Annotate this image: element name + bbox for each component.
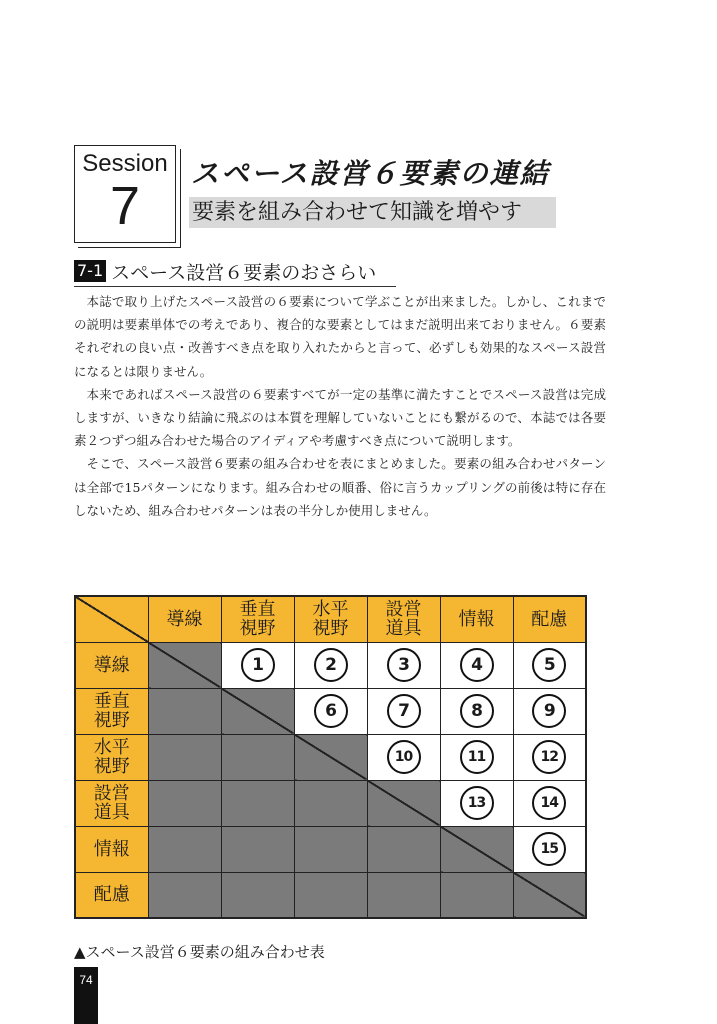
circled-number: 10 xyxy=(387,740,421,774)
column-header: 配慮 xyxy=(513,596,586,642)
empty-cell xyxy=(148,872,221,918)
row-header: 垂直 視野 xyxy=(75,688,148,734)
combination-table xyxy=(74,595,587,919)
circled-number: 9 xyxy=(532,694,566,728)
empty-cell xyxy=(148,780,221,826)
paragraph-2: 本来であればスペース設営の６要素すべてが一定の基準に満たすことでスペース設営は完成しますが、いきなり結論に飛ぶのは本質を理解していないことにも繋がるので、本誌では各要素２つずつ組み合わせた場合のアイディアや考慮すべき点について説明します。 xyxy=(74,386,606,449)
combination-cell xyxy=(513,780,586,826)
table-row xyxy=(75,826,586,872)
empty-cell xyxy=(221,734,294,780)
combination-cell xyxy=(440,780,513,826)
empty-cell xyxy=(221,780,294,826)
column-header: 設営 道具 xyxy=(367,596,440,642)
session-label: Session xyxy=(82,150,168,177)
circled-number: 4 xyxy=(460,648,494,682)
combination-cell xyxy=(440,642,513,688)
combination-cell xyxy=(513,642,586,688)
column-header: 水平 視野 xyxy=(294,596,367,642)
circled-number: 1 xyxy=(241,648,275,682)
diagonal-cell xyxy=(367,780,440,826)
diagonal-cell xyxy=(294,734,367,780)
empty-cell xyxy=(148,688,221,734)
empty-cell xyxy=(221,872,294,918)
session-number: 7 xyxy=(109,176,141,236)
empty-cell xyxy=(367,872,440,918)
row-header: 配慮 xyxy=(75,872,148,918)
circled-number: 15 xyxy=(532,832,566,866)
circled-number: 11 xyxy=(460,740,494,774)
paragraph-3: そこで、スペース設営６要素の組み合わせを表にまとめました。要素の組み合わせパターンは全部で15パターンになります。組み合わせの順番、俗に言うカップリングの前後は特に存在しないため、組み合わせパターンは表の半分しか使用しません。 xyxy=(74,456,606,518)
row-header: 導線 xyxy=(75,642,148,688)
empty-cell xyxy=(148,826,221,872)
column-header: 導線 xyxy=(148,596,221,642)
circled-number: 14 xyxy=(532,786,566,820)
corner-cell xyxy=(75,596,148,642)
empty-cell xyxy=(221,826,294,872)
circled-number: 7 xyxy=(387,694,421,728)
empty-cell xyxy=(294,872,367,918)
column-header: 垂直 視野 xyxy=(221,596,294,642)
table-row xyxy=(75,688,586,734)
empty-cell xyxy=(148,734,221,780)
section-title: スペース設営６要素のおさらい xyxy=(111,262,377,284)
combination-cell xyxy=(221,642,294,688)
diagonal-cell xyxy=(440,826,513,872)
combination-cell xyxy=(294,688,367,734)
chapter-title: スペース設営６要素の連結 xyxy=(191,157,550,190)
circled-number: 8 xyxy=(460,694,494,728)
combination-cell xyxy=(513,688,586,734)
circled-number: 5 xyxy=(532,648,566,682)
combination-cell xyxy=(367,734,440,780)
combination-cell xyxy=(440,734,513,780)
table-row xyxy=(75,734,586,780)
session-badge xyxy=(74,145,176,243)
circled-number: 2 xyxy=(314,648,348,682)
combination-cell xyxy=(367,642,440,688)
diagonal-cell xyxy=(513,872,586,918)
table-caption: ▲スペース設営６要素の組み合わせ表 xyxy=(74,943,325,961)
circled-number: 6 xyxy=(314,694,348,728)
chapter-subtitle: 要素を組み合わせて知識を増やす xyxy=(189,197,556,228)
combination-cell xyxy=(513,826,586,872)
row-header: 設営 道具 xyxy=(75,780,148,826)
combination-cell xyxy=(294,642,367,688)
empty-cell xyxy=(440,872,513,918)
page-number: 74 xyxy=(74,967,98,1024)
table-row xyxy=(75,872,586,918)
table-row xyxy=(75,780,586,826)
empty-cell xyxy=(294,780,367,826)
row-header: 水平 視野 xyxy=(75,734,148,780)
circled-number: 3 xyxy=(387,648,421,682)
circled-number: 12 xyxy=(532,740,566,774)
diagonal-cell xyxy=(148,642,221,688)
empty-cell xyxy=(367,826,440,872)
combination-cell xyxy=(513,734,586,780)
combination-cell xyxy=(367,688,440,734)
empty-cell xyxy=(294,826,367,872)
circled-number: 13 xyxy=(460,786,494,820)
column-header: 情報 xyxy=(440,596,513,642)
row-header: 情報 xyxy=(75,826,148,872)
section-heading xyxy=(74,258,396,287)
section-number: 7-1 xyxy=(74,260,106,282)
body-text xyxy=(74,290,606,522)
diagonal-cell xyxy=(221,688,294,734)
table-row xyxy=(75,642,586,688)
paragraph-1: 本誌で取り上げたスペース設営の６要素について学ぶことが出来ました。しかし、これまでの説明は要素単体での考えであり、複合的な要素としてはまだ説明出来ておりません。６要素それぞれの良い点・改善すべき点を取り入れたからと言って、必ずしも効果的なスペース設営になるとは限りません。 xyxy=(74,294,606,379)
header-row xyxy=(75,596,586,642)
combination-cell xyxy=(440,688,513,734)
